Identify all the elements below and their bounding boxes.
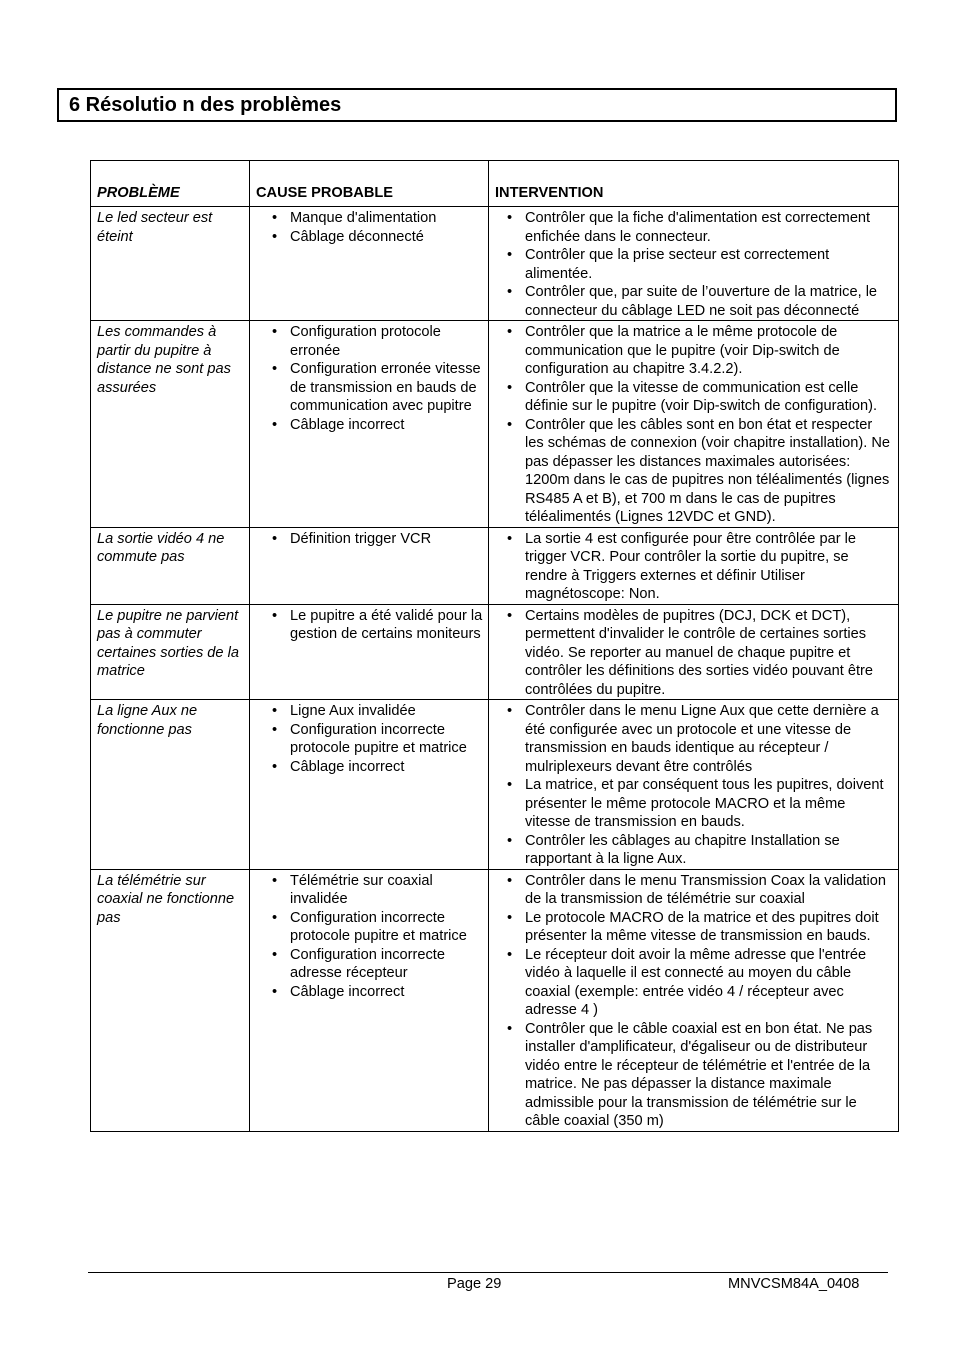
list-item: • Configuration protocole erronée	[290, 323, 484, 360]
list-item: • Contrôler dans le menu Ligne Aux que cette dernière a été configurée avec un protocole et une vitesse de transmission en bauds identique au récepteur / mulriplexeurs devant être contrôlés	[525, 702, 894, 776]
page-number: Page 29	[447, 1276, 502, 1292]
list-item: • Contrôler les câblages au chapitre Installation se rapportant à la ligne Aux.	[525, 832, 894, 869]
cause-cell	[250, 207, 489, 321]
list-item: • Le protocole MACRO de la matrice et des pupitres doit présenter la même vitesse de transmission en bauds.	[525, 909, 894, 946]
list-item: • Le récepteur doit avoir la même adresse que l'entrée vidéo à laquelle il est connecté au moyen du câble coaxial (exemple: entrée vidéo 4 / récepteur avec adresse 4 )	[525, 946, 894, 1020]
list-item: • Câblage déconnecté	[290, 228, 484, 247]
list-item: • Télémétrie sur coaxial invalidée	[290, 872, 484, 909]
table-row	[91, 604, 899, 700]
list-item: • Configuration erronée vitesse de transmission en bauds de communication avec pupitre	[290, 360, 484, 416]
document-code: MNVCSM84A_0408	[728, 1276, 860, 1292]
intervention-cell	[489, 207, 899, 321]
intervention-cell	[489, 604, 899, 700]
cause-list	[256, 323, 484, 434]
intervention-list	[495, 702, 894, 869]
intervention-cell	[489, 527, 899, 604]
problem-cell: Le led secteur est éteint	[91, 207, 250, 321]
table-row	[91, 207, 899, 321]
list-item: • Câblage incorrect	[290, 983, 484, 1002]
list-item: • La matrice, et par conséquent tous les pupitres, doivent présenter le même protocole MACRO et la même vitesse de transmission en bauds.	[525, 776, 894, 832]
cause-cell	[250, 869, 489, 1131]
list-item: • Configuration incorrecte protocole pupitre et matrice	[290, 909, 484, 946]
problem-cell: La sortie vidéo 4 ne commute pas	[91, 527, 250, 604]
intervention-list	[495, 209, 894, 320]
list-item: • Certains modèles de pupitres (DCJ, DCK et DCT), permettent d'invalider le contrôle de certaines sorties vidéo. Se reporter au manuel de chaque pupitre et contrôler les définitions des sorties vidéo pouvant être contrôlées du pupitre.	[525, 607, 894, 700]
list-item: • Configuration incorrecte protocole pupitre et matrice	[290, 721, 484, 758]
intervention-list	[495, 607, 894, 700]
section-title: 6 Résolutio n des problèmes	[57, 88, 897, 122]
cause-list	[256, 209, 484, 246]
header-intervention: INTERVENTION	[489, 161, 899, 207]
table-row	[91, 700, 899, 870]
list-item: • Câblage incorrect	[290, 416, 484, 435]
cause-list	[256, 530, 484, 549]
list-item: • Manque d'alimentation	[290, 209, 484, 228]
list-item: • La sortie 4 est configurée pour être contrôlée par le trigger VCR. Pour contrôler la sortie du pupitre, se rendre à Triggers externes et définir Utiliser magnétoscope: Non.	[525, 530, 894, 604]
intervention-list	[495, 323, 894, 527]
problem-cell: Les commandes à partir du pupitre à distance ne sont pas assurées	[91, 321, 250, 528]
list-item: • Le pupitre a été validé pour la gestion de certains moniteurs	[290, 607, 484, 644]
list-item: • Contrôler dans le menu Transmission Coax la validation de la transmission de télémétrie sur coaxial	[525, 872, 894, 909]
footer-divider	[88, 1272, 888, 1273]
table-header-row	[91, 161, 899, 207]
list-item: • Contrôler que le câble coaxial est en bon état. Ne pas installer d'amplificateur, d'égaliseur ou de distributeur vidéo entre le récepteur de télémétrie et l'entrée de la matrice. Ne pas dépasser la distance maximale admissible pour la transmission de télémétrie sur le câble coaxial (350 m)	[525, 1020, 894, 1131]
cause-cell	[250, 700, 489, 870]
list-item: • Configuration incorrecte adresse récepteur	[290, 946, 484, 983]
table-row	[91, 869, 899, 1131]
intervention-list	[495, 872, 894, 1131]
intervention-cell	[489, 869, 899, 1131]
header-cause: CAUSE PROBABLE	[250, 161, 489, 207]
list-item: • Câblage incorrect	[290, 758, 484, 777]
intervention-cell	[489, 321, 899, 528]
intervention-cell	[489, 700, 899, 870]
list-item: • Contrôler que les câbles sont en bon état et respecter les schémas de connexion (voir chapitre installation). Ne pas dépasser les distances maximales autorisées: 1200m dans le cas de pupitres non téléalimentés (lignes RS485 A et B), et 700 m dans le cas de pupitres téléalimentés (Lignes 12VDC et GND).	[525, 416, 894, 527]
cause-cell	[250, 527, 489, 604]
cause-list	[256, 872, 484, 1002]
problem-cell: La télémétrie sur coaxial ne fonctionne pas	[91, 869, 250, 1131]
problem-cell: Le pupitre ne parvient pas à commuter certaines sorties de la matrice	[91, 604, 250, 700]
cause-list	[256, 607, 484, 644]
list-item: • Contrôler que la matrice a le même protocole de communication que le pupitre (voir Dip-switch de configuration au chapitre 3.4.2.2).	[525, 323, 894, 379]
header-problem: PROBLÈME	[91, 161, 250, 207]
list-item: • Contrôler que la vitesse de communication est celle définie sur le pupitre (voir Dip-switch de configuration).	[525, 379, 894, 416]
list-item: • Contrôler que, par suite de l’ouverture de la matrice, le connecteur du câblage LED ne soit pas déconnecté	[525, 283, 894, 320]
troubleshooting-table	[90, 160, 899, 1132]
cause-cell	[250, 604, 489, 700]
cause-list	[256, 702, 484, 776]
cause-cell	[250, 321, 489, 528]
intervention-list	[495, 530, 894, 604]
problem-cell: La ligne Aux ne fonctionne pas	[91, 700, 250, 870]
table-row	[91, 321, 899, 528]
list-item: • Contrôler que la prise secteur est correctement alimentée.	[525, 246, 894, 283]
list-item: • Ligne Aux invalidée	[290, 702, 484, 721]
list-item: • Définition trigger VCR	[290, 530, 484, 549]
table-row	[91, 527, 899, 604]
list-item: • Contrôler que la fiche d'alimentation est correctement enfichée dans le connecteur.	[525, 209, 894, 246]
